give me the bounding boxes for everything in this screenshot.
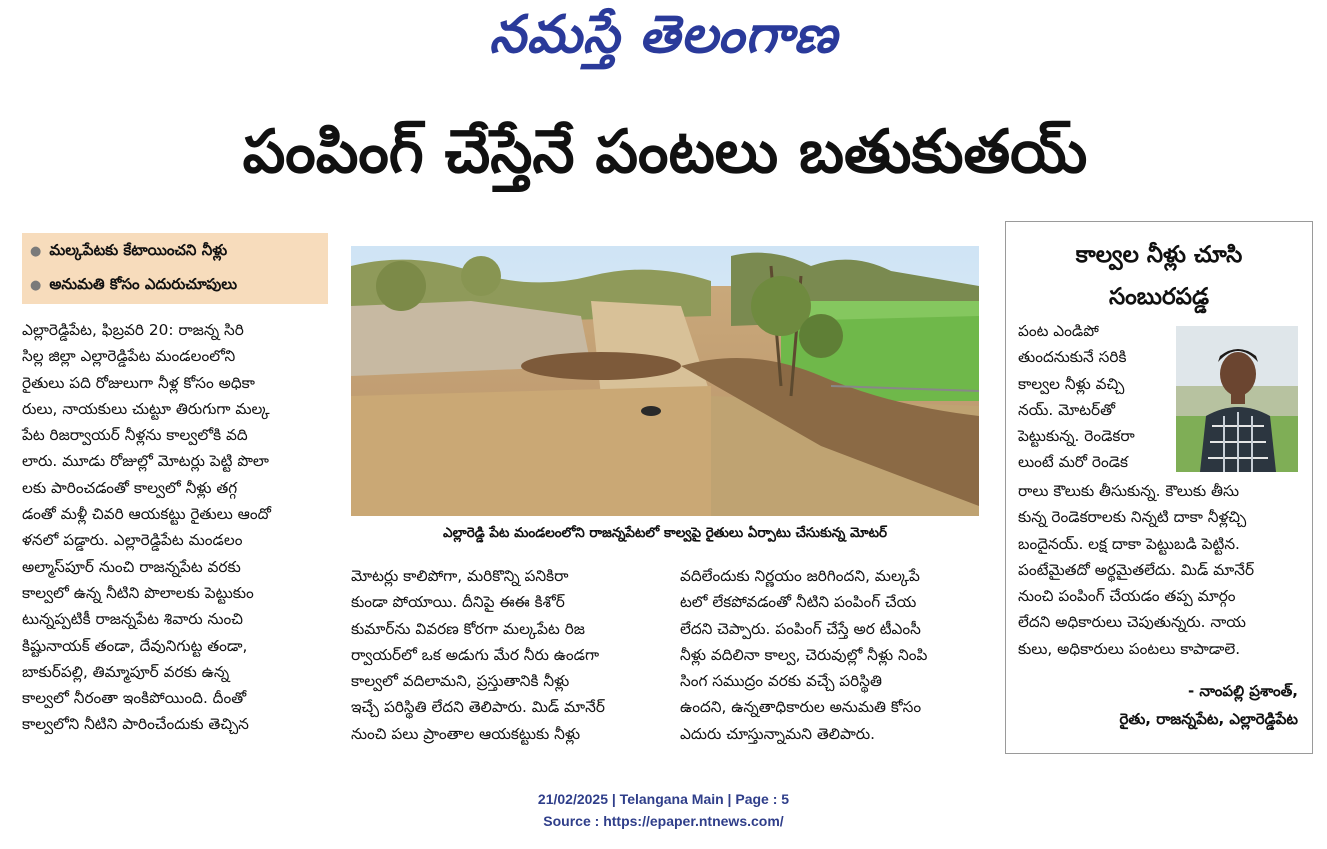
sidebar-text-narrow [1018,318,1170,476]
article-column-1 [22,317,328,738]
article-line: కాల్వలో ఉన్న నీటిని పొలాలకు పెట్టుకుం [22,583,254,602]
sidebar-line: రాలు కౌలుకు తీసుకున్న. కౌలుకు తీసు [1018,482,1240,500]
sidebar-line: తుందనుకునే సరికి [1018,348,1127,367]
sidebar-line: కున్న రెండెకరాలకు నిన్నటి దాకా నీళ్లచ్చి [1018,508,1247,527]
article-line: నీళ్లు వదిలినా కాల్వ, చెరువుల్లో నీళ్లు నింపి [680,645,928,664]
article-line: లేదని చెప్పారు. పంపింగ్ చేస్తే అర టీఎంసీ [680,619,921,638]
article-line: వదిలేందుకు నిర్ణయం జరిగిందని, మల్కపే [680,567,920,585]
article-line: లారు. మూడు రోజుల్లో మోటర్లు పెట్టి పొలా [22,452,269,471]
sidebar-line: లేదని అధికారులు చెపుతున్నరు. నాయ [1018,613,1246,632]
article-line: కాల్వలో నీరంతా ఇంకిపోయింది. దీంతో [22,689,247,708]
article-line: ళనలో పడ్డారు. ఎల్లారెడ్డిపేట మండలం [22,531,243,550]
sidebar-line: నుంచి పంపింగ్ చేయడం తప్ప మార్గం [1018,587,1236,606]
field-canal-photo [351,246,979,516]
sidebar-title-line-2: సంబురపడ్డ [1108,284,1210,310]
article-line: పేట రిజర్వాయర్ నీళ్లను కాల్వలోకి వది [22,426,248,445]
footer-source-line: Source : https://epaper.ntnews.com/ [543,813,784,829]
article-line: కుండా పోయాయి. దీనిపై ఈఈ కిశోర్ [351,593,565,612]
sidebar-line: కాల్వల నీళ్లు వచ్చి [1018,374,1125,393]
sidebar-title [1006,234,1312,318]
article-line: కిష్టునాయక్ తండా, దేవునిగుట్ట తండా, [22,636,248,655]
sidebar-line: పంటేమైతదో అర్థమైతలేదు. మిడ్ మానేర్ [1018,560,1255,579]
article-line: కాల్వలో వదిలామని, ప్రస్తుతానికి నీళ్లు [351,672,570,691]
sidebar-signature-place: రైతు, రాజన్నపేట, ఎల్లారెడ్డిపేట [1119,710,1298,728]
sidebar-text-wide [1018,478,1298,662]
page-footer [0,788,1327,832]
article-line: ఎదురు చూస్తున్నామని తెలిపారు. [680,724,875,743]
highlight-item [30,241,227,263]
footer-edition-line: 21/02/2025 | Telangana Main | Page : 5 [537,791,790,807]
article-line: రైతులు పది రోజులుగా నీళ్ల కోసం అధికా [22,373,255,392]
article-line: టలో లేకపోవడంతో నీటిని పంపింగ్ చేయ [680,593,917,612]
sidebar-title-line-1: కాల్వల నీళ్లు చూసి [1075,242,1243,268]
article-column-2 [351,563,662,747]
highlight-item [30,275,237,297]
article-column-3 [680,563,980,747]
photo-caption: ఎల్లారెడ్డి పేట మండలంలోని రాజన్నపేటలో కాల్వపై రైతులు ఏర్పాటు చేసుకున్న మోటర్ [442,525,888,541]
sidebar-line: నయ్. మోటర్‌తో [1018,400,1116,419]
article-line: నుంచి పలు ప్రాంతాల ఆయకట్టుకు నీళ్లు [351,724,581,743]
article-line: ర్వాయర్‌లో ఒక అడుగు మేర నీరు ఉండగా [351,645,600,664]
article-line: లకు పారించడంతో కాల్వలో నీళ్లు తగ్గ [22,478,238,497]
highlight-text: మల్కపేటకు కేటాయించని నీళ్లు [49,241,228,259]
highlights-box [22,233,328,304]
bullet-icon: ● [30,244,42,259]
article-headline: పంపింగ్ చేస్తేనే పంటలు బతుకుతయ్ [242,117,1088,187]
article-line: కుమార్‌ను వివరణ కోరగా మల్కపేట రిజ [351,619,585,638]
sidebar-line: కులు, అధికారులు పంటలు కాపాడాలె. [1018,639,1241,658]
sidebar-line: లుంటే మరో రెండెక [1018,453,1129,472]
article-line: ఉందని, ఉన్నతాధికారుల అనుమతి కోసం [680,698,922,717]
article-line: టున్నప్పటికీ రాజన్నపేట శివారు నుంచి [22,610,243,629]
field-canal-photo-image [351,246,979,516]
highlight-text: అనుమతి కోసం ఎదురుచూపులు [49,275,238,293]
bullet-icon: ● [30,278,42,293]
article-line: మోటర్లు కాలిపోగా, మరికొన్ని పనికిరా [351,567,569,585]
article-line: సిల్ల జిల్లా ఎల్లారెడ్డిపేట మండలంలోని [22,347,236,366]
article-line: బాకుర్‌పల్లి, తిమ్మాపూర్ వరకు ఉన్న [22,662,230,681]
farmer-portrait-photo [1176,326,1298,472]
article-line: డంతో మళ్లీ చివరి ఆయకట్టు రైతులు ఆందో [22,505,271,524]
article-line: రులు, నాయకులు చుట్టూ తిరుగుగా మల్క [22,399,270,418]
article-line: అల్మాస్‌పూర్ నుంచి రాజన్నపేట వరకు [22,557,241,576]
article-line: కాల్వలోని నీటిని పారించేందుకు తెచ్చిన [22,715,249,734]
article-line: ఇచ్చే పరిస్థితి లేదని తెలిపారు. మిడ్ మానేర్ [351,698,605,717]
sidebar-signature-name: - నాంపల్లి ప్రశాంత్, [1187,682,1298,700]
sidebar-line: బందైనయ్. లక్ష దాకా పెట్టుబడి పెట్టిన. [1018,534,1240,553]
newspaper-masthead: నమస్తే తెలంగాణ [489,4,838,65]
farmer-portrait-image [1176,326,1298,472]
article-line: ఎల్లారెడ్డిపేట, ఫిబ్రవరి 20: రాజన్న సిరి [22,321,244,339]
article-line: సింగ సముద్రం వరకు వచ్చే పరిస్థితి [680,672,882,691]
sidebar-line: పెట్టుకున్న. రెండెకరా [1018,427,1135,446]
sidebar-line: పంట ఎండిపో [1018,322,1099,340]
